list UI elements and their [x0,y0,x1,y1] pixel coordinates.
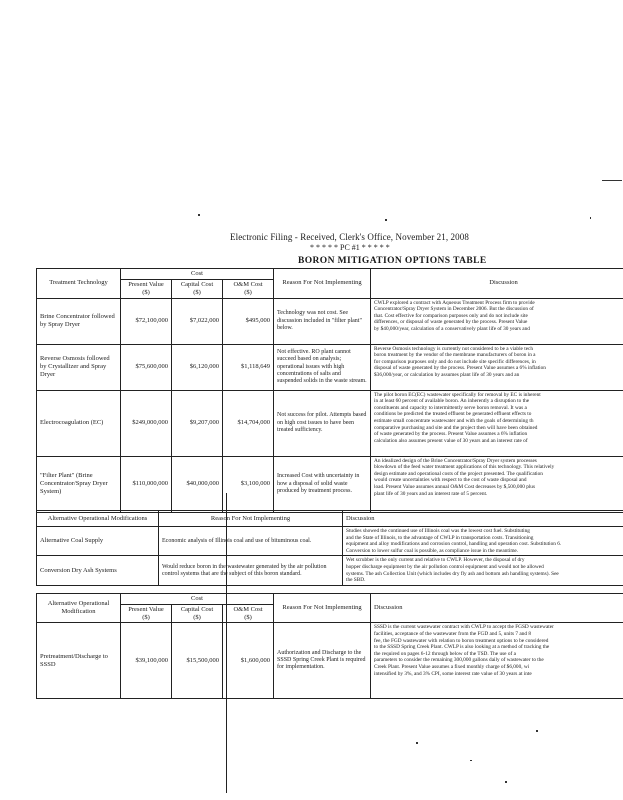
discussion-line: CWLP explored a contract with Aqueous Treatment Process firm to provide [374,299,535,306]
discussion-line: blowdown of the feed water treatment applications of this technology. This relatively [374,464,555,471]
om-cost-cell: $1,118,649 [223,344,274,390]
discussion-line: Concentrator/Spray Dryer System in December 2006. But the discussion of [374,306,534,313]
col-header-alternative: Alternative Operational Modifications [37,511,159,527]
discussion-line: Reverse Osmosis technology is currently not considered to be a viable tech [374,345,534,352]
present-value-cell: $72,100,000 [121,298,172,344]
discussion-line: in at least 60 percent of available boron. An inherently a disruption to the [374,398,530,405]
reason-cell: Increased Cost with uncertainty in how a disposal of solid waste produced by treatment process. [274,456,371,512]
scan-speck [602,180,622,181]
reason-cell: Economic analysis of Illinois coal and use of bituminous coal. [159,527,343,556]
table-row [37,390,623,456]
col-header-cost: Cost [121,269,274,280]
discussion-line: for comparison purposes only and do not include site specific differences, in [374,358,536,365]
present-value-cell: $110,000,000 [121,456,172,512]
pc-marker: * * * * * PC #1 * * * * * [310,243,390,252]
scan-speck [590,217,591,219]
col-header-capital-cost: Capital Cost ($) [172,604,223,623]
scan-speck [385,219,387,221]
discussion-cell [371,456,623,512]
technology-cell: Reverse Osmosis followed by Crystallizer and Spray Dryer [37,344,121,390]
discussion-line: by $40,000/year, calculation of a conservatively plant life of 30 years and [374,326,530,333]
col-header-discussion: Discussion [343,511,623,527]
alternative-cell: Alternative Coal Supply [37,527,159,556]
discussion-line: conditions be predicted the treated effluent be generated effluent effects to [374,411,532,418]
discussion-line: design estimate and operational costs of the project presented. The qualification [374,470,543,477]
discussion-line: intensified by 3%, and 3% CPI, some interest rate value of 30 years at inte [374,670,532,677]
scan-speck [536,730,538,732]
filing-stamp: Electronic Filing - Received, Clerk's Office, November 21, 2008 [230,232,469,242]
col-header-treatment: Treatment Technology [37,269,121,299]
col-header-present-value: Present Value ($) [121,604,172,623]
discussion-line: hopper discharge equipment by the air pollution control equipment and would not be allowed [346,564,544,571]
technology-cell: "Filter Plant" (Brine Concentrator/Spray Dryer System) [37,456,121,512]
discussion-line: systems. The ash Collection Unit (which includes dry fly ash and bottom ash handling systems). See [346,570,559,577]
discussion-line: of waste generated by the process. Present Value assumes a 6% inflation [374,431,528,438]
discussion-cell [343,527,623,556]
capital-cost-cell: $7,022,000 [172,298,223,344]
scan-speck [470,760,472,761]
discussion-line: parameters to consider the remaining 300,000 gallons daily of wastewater to the [374,657,544,664]
discussion-line: differences, or disposal of waste generated by the process. Present Value [374,319,528,326]
technology-cell: Electrocoagulation (EC) [37,390,121,456]
discussion-line: constituents and capacity to intermittently serve boron removal. It was a [374,404,527,411]
table-row [37,556,623,586]
discussion-line: to the SSSD Spring Creek Plant. CWLP is also looking at a method of tracking the [374,644,550,651]
discussion-line: Creek Plant. Present Value assumes a fixed monthly charge of $6,000, wi [374,664,530,671]
treatment-options-table [36,268,623,513]
reason-cell: Not effective. RO plant cannot succeed based on analysis; operational issues with high concentrations of salts and suspended solids in the waste stream. [274,344,371,390]
table-title: BORON MITIGATION OPTIONS TABLE [298,256,487,266]
discussion-cell [343,556,623,586]
discussion-cell [371,298,623,344]
discussion-line: equipment and alloy modifications and corrosion control, handling and operation cost. Substitution 6. [346,541,562,548]
discussion-line: comparative purchasing and site and the project then will have been obtained [374,424,538,431]
reason-cell: Authorization and Discharge to the SSSD Spring Creek Plant is required for implementation. [274,623,371,699]
discussion-line: boron treatment by the vendor of the membrane manufacturers of boron in a [374,352,536,359]
discussion-line: $36,000/year, or calculation by assumes plant life of 30 years and an [374,372,520,379]
discussion-line: Conversion to lower sulfur coal is possible, as compliance issue in the meantime. [346,547,519,554]
col-header-cost: Cost [121,594,274,605]
table-row [37,344,623,390]
alternative-cell: Pretreatment/Discharge to SSSD [37,623,121,699]
discussion-line: SSSD is the current wastewater contract with CWLP to accept the FGSD wastewater [374,624,554,631]
col-header-om-cost: O&M Cost ($) [223,280,274,299]
col-header-reason: Reason For Not Implementing [274,269,371,299]
capital-cost-cell: $9,207,000 [172,390,223,456]
discussion-line: load. Present Value assumes annual O&M Cost decreases by $,500,000 plus [374,484,536,491]
om-cost-cell: $3,100,000 [223,456,274,512]
present-value-cell: $39,100,000 [121,623,172,699]
discussion-line: The pilot boron EC(EC) wastewater specifically for removal by EC is inherent [374,391,541,398]
col-header-present-value: Present Value ($) [121,280,172,299]
discussion-line: Studies showed the continued use of Illinois coal was the lowest cost fuel. Substituting [346,528,530,534]
col-header-discussion: Discussion [371,269,623,299]
discussion-line: that. Cost effective for comparison purposes only and do not include site [374,312,528,319]
discussion-line: facilities, acceptance of the wastewater from the FGD and 5, units 7 and 8 [374,631,531,637]
present-value-cell: $75,600,000 [121,344,172,390]
discussion-line: Wet scrubber is the only current and relative to CWLP. However, the disposal of dry [346,557,525,564]
col-header-om-cost: O&M Cost ($) [223,604,274,623]
discussion-line: the SBD. [346,577,366,584]
operational-modifications-table [36,510,623,586]
reason-cell: Would reduce boron in the wastewater generated by the air pollution control systems that are the subject of this boron standard. [159,556,343,586]
discussion-line: fee, the FGD wastewater with relation to boron treatment options to be considered [374,637,549,644]
pretreatment-options-table [36,593,623,699]
discussion-line: An idealized design of the Brine Concentrator/Spray Dryer system processes [374,457,537,464]
table-row [37,527,623,556]
capital-cost-cell: $6,120,000 [172,344,223,390]
om-cost-cell: $1,600,000 [223,623,274,699]
technology-cell: Brine Concentrator followed by Spray Dryer [37,298,121,344]
discussion-line: estimate small concentrate wastewater and with the goals of determining th [374,418,534,425]
discussion-cell [371,390,623,456]
col-header-discussion: Discussion [371,594,623,623]
discussion-line: calculation also assumes present value of 30 years and an interest rate of [374,437,528,444]
discussion-cell [371,623,623,699]
scan-speck [198,214,200,216]
reason-cell: Not success for pilot. Attempts based on high cost issues to have been treated sufficiency. [274,390,371,456]
alternative-cell: Conversion Dry Ash Systems [37,556,159,586]
om-cost-cell: $14,704,000 [223,390,274,456]
table-row [37,623,623,699]
capital-cost-cell: $15,500,000 [172,623,223,699]
col-header-reason: Reason For Not Implementing [159,511,343,527]
discussion-cell [371,344,623,390]
discussion-line: would create uncertainties with respect to the cost of waste disposal and [374,477,527,484]
col-header-reason: Reason For Not Implementing [274,594,371,623]
scan-speck [505,781,507,783]
discussion-line: the required on pages 6-12 through below of the TSD. The use of a [374,650,516,657]
om-cost-cell: $495,000 [223,298,274,344]
table-row [37,298,623,344]
capital-cost-cell: $40,000,000 [172,456,223,512]
reason-cell: Technology was not cost. See discussion included in "filter plant" below. [274,298,371,344]
scan-speck [416,742,418,744]
present-value-cell: $249,000,000 [121,390,172,456]
col-header-capital-cost: Capital Cost ($) [172,280,223,299]
table-row [37,456,623,512]
discussion-line: disposal of waste generated by the process. Present Value assumes a 6% inflation [374,365,546,372]
discussion-line: and the State of Illinois, to the advantage of CWLP in transportation costs. Transitioning [346,534,534,541]
discussion-line: plant life of 30 years and an interest rate of 5 percent. [374,490,488,497]
col-header-alternative: Alternative Operational Modification [37,594,121,623]
